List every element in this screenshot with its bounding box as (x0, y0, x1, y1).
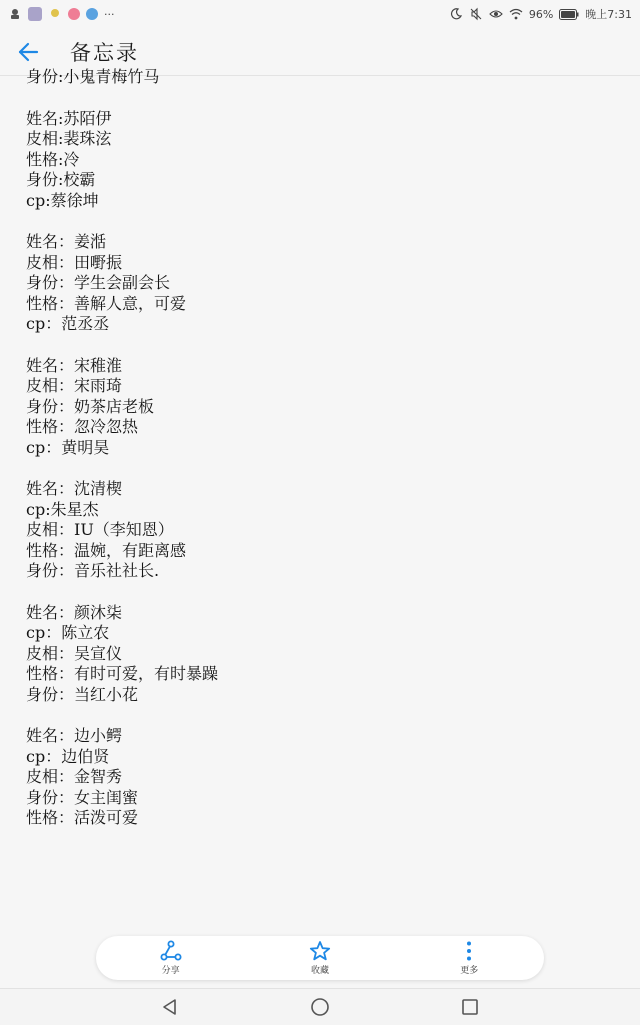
square-recents-icon (461, 998, 479, 1016)
note-line: 皮相：吴宣仪 (26, 643, 123, 663)
eye-icon (489, 7, 503, 21)
note-line: 性格：活泼可爱 (26, 808, 139, 827)
more-button[interactable] (419, 936, 519, 980)
note-line: 姓名：宋稚淮 (26, 355, 123, 375)
note-line: 性格：有时可爱，有时暴躁 (26, 664, 219, 683)
note-action-bar (96, 936, 544, 980)
more-vertical-icon (458, 940, 480, 962)
note-line: cp:蔡徐坤 (26, 190, 99, 210)
note-line: 皮相:裴珠泫 (26, 129, 112, 148)
app-icon-3 (48, 7, 62, 21)
note-content[interactable] (26, 67, 616, 918)
battery-percent: 96% (528, 7, 554, 21)
note-block (26, 479, 616, 582)
note-line: cp：范丞丞 (26, 314, 110, 333)
clock: 晚上7:31 (585, 8, 632, 21)
note-line: cp：边伯贤 (26, 746, 110, 766)
note-line: 皮相：IU（李知恩） (26, 520, 174, 539)
note-line: 姓名：姜湉 (26, 232, 107, 251)
note-line: 皮相：宋雨琦 (26, 376, 123, 395)
note-line: 皮相：田嘢振 (26, 252, 123, 272)
status-bar (0, 0, 640, 28)
app-icon-2 (28, 7, 42, 21)
note-block (26, 232, 616, 335)
app-icon-4 (68, 8, 80, 20)
triangle-back-icon (161, 998, 179, 1016)
star-icon (309, 940, 331, 962)
note-line: 身份：学生会副会长 (26, 273, 171, 292)
system-nav-bar (0, 988, 640, 1025)
share-label: 分享 (161, 966, 180, 976)
note-line: 身份:小鬼青梅竹马 (26, 67, 160, 86)
circle-home-icon (310, 997, 330, 1017)
note-line: 姓名：边小鳄 (26, 726, 123, 745)
note-line: 性格：温婉，有距离感 (26, 540, 187, 560)
favorite-button[interactable] (270, 936, 370, 980)
more-label: 更多 (460, 966, 479, 976)
note-line: 性格：忽冷忽热 (26, 417, 139, 436)
app-icon-5 (86, 8, 98, 20)
note-line: cp：陈立农 (26, 623, 110, 642)
note-line: 身份:校霸 (26, 170, 96, 189)
share-icon (160, 940, 182, 962)
note-line: 姓名：颜沐柒 (26, 602, 123, 622)
note-line: 皮相：金智秀 (26, 767, 123, 786)
note-line: 身份：奶茶店老板 (26, 396, 155, 416)
moon-icon (449, 7, 463, 21)
note-block (26, 109, 616, 212)
favorite-label: 收藏 (310, 966, 329, 976)
share-button[interactable] (121, 936, 221, 980)
nav-recents-button[interactable] (460, 997, 480, 1017)
status-left-icons (8, 7, 115, 21)
more-dots-icon: ··· (104, 7, 115, 21)
note-line: 性格：善解人意，可爱 (26, 293, 187, 313)
note-line: 性格:冷 (26, 149, 80, 169)
status-right-icons (449, 6, 632, 22)
page-title: 备忘录 (70, 40, 139, 65)
wifi-icon (509, 7, 523, 21)
mute-icon (469, 7, 483, 21)
note-line: 姓名：沈清楔 (26, 479, 123, 498)
note-block (26, 726, 616, 829)
app-icon-1 (8, 7, 22, 21)
nav-back-button[interactable] (160, 997, 180, 1017)
note-line: cp：黄明昊 (26, 437, 110, 457)
note-line: 身份：音乐社社长. (26, 561, 160, 580)
battery-icon (559, 7, 579, 21)
nav-home-button[interactable] (310, 997, 330, 1017)
note-block (26, 603, 616, 706)
note-line: cp:朱星杰 (26, 499, 99, 519)
note-line: 身份：当红小花 (26, 684, 139, 704)
note-line: 身份：女主闺蜜 (26, 787, 139, 807)
note-line: 姓名:苏陌伊 (26, 108, 112, 128)
arrow-left-icon (17, 42, 39, 62)
note-block (26, 356, 616, 459)
